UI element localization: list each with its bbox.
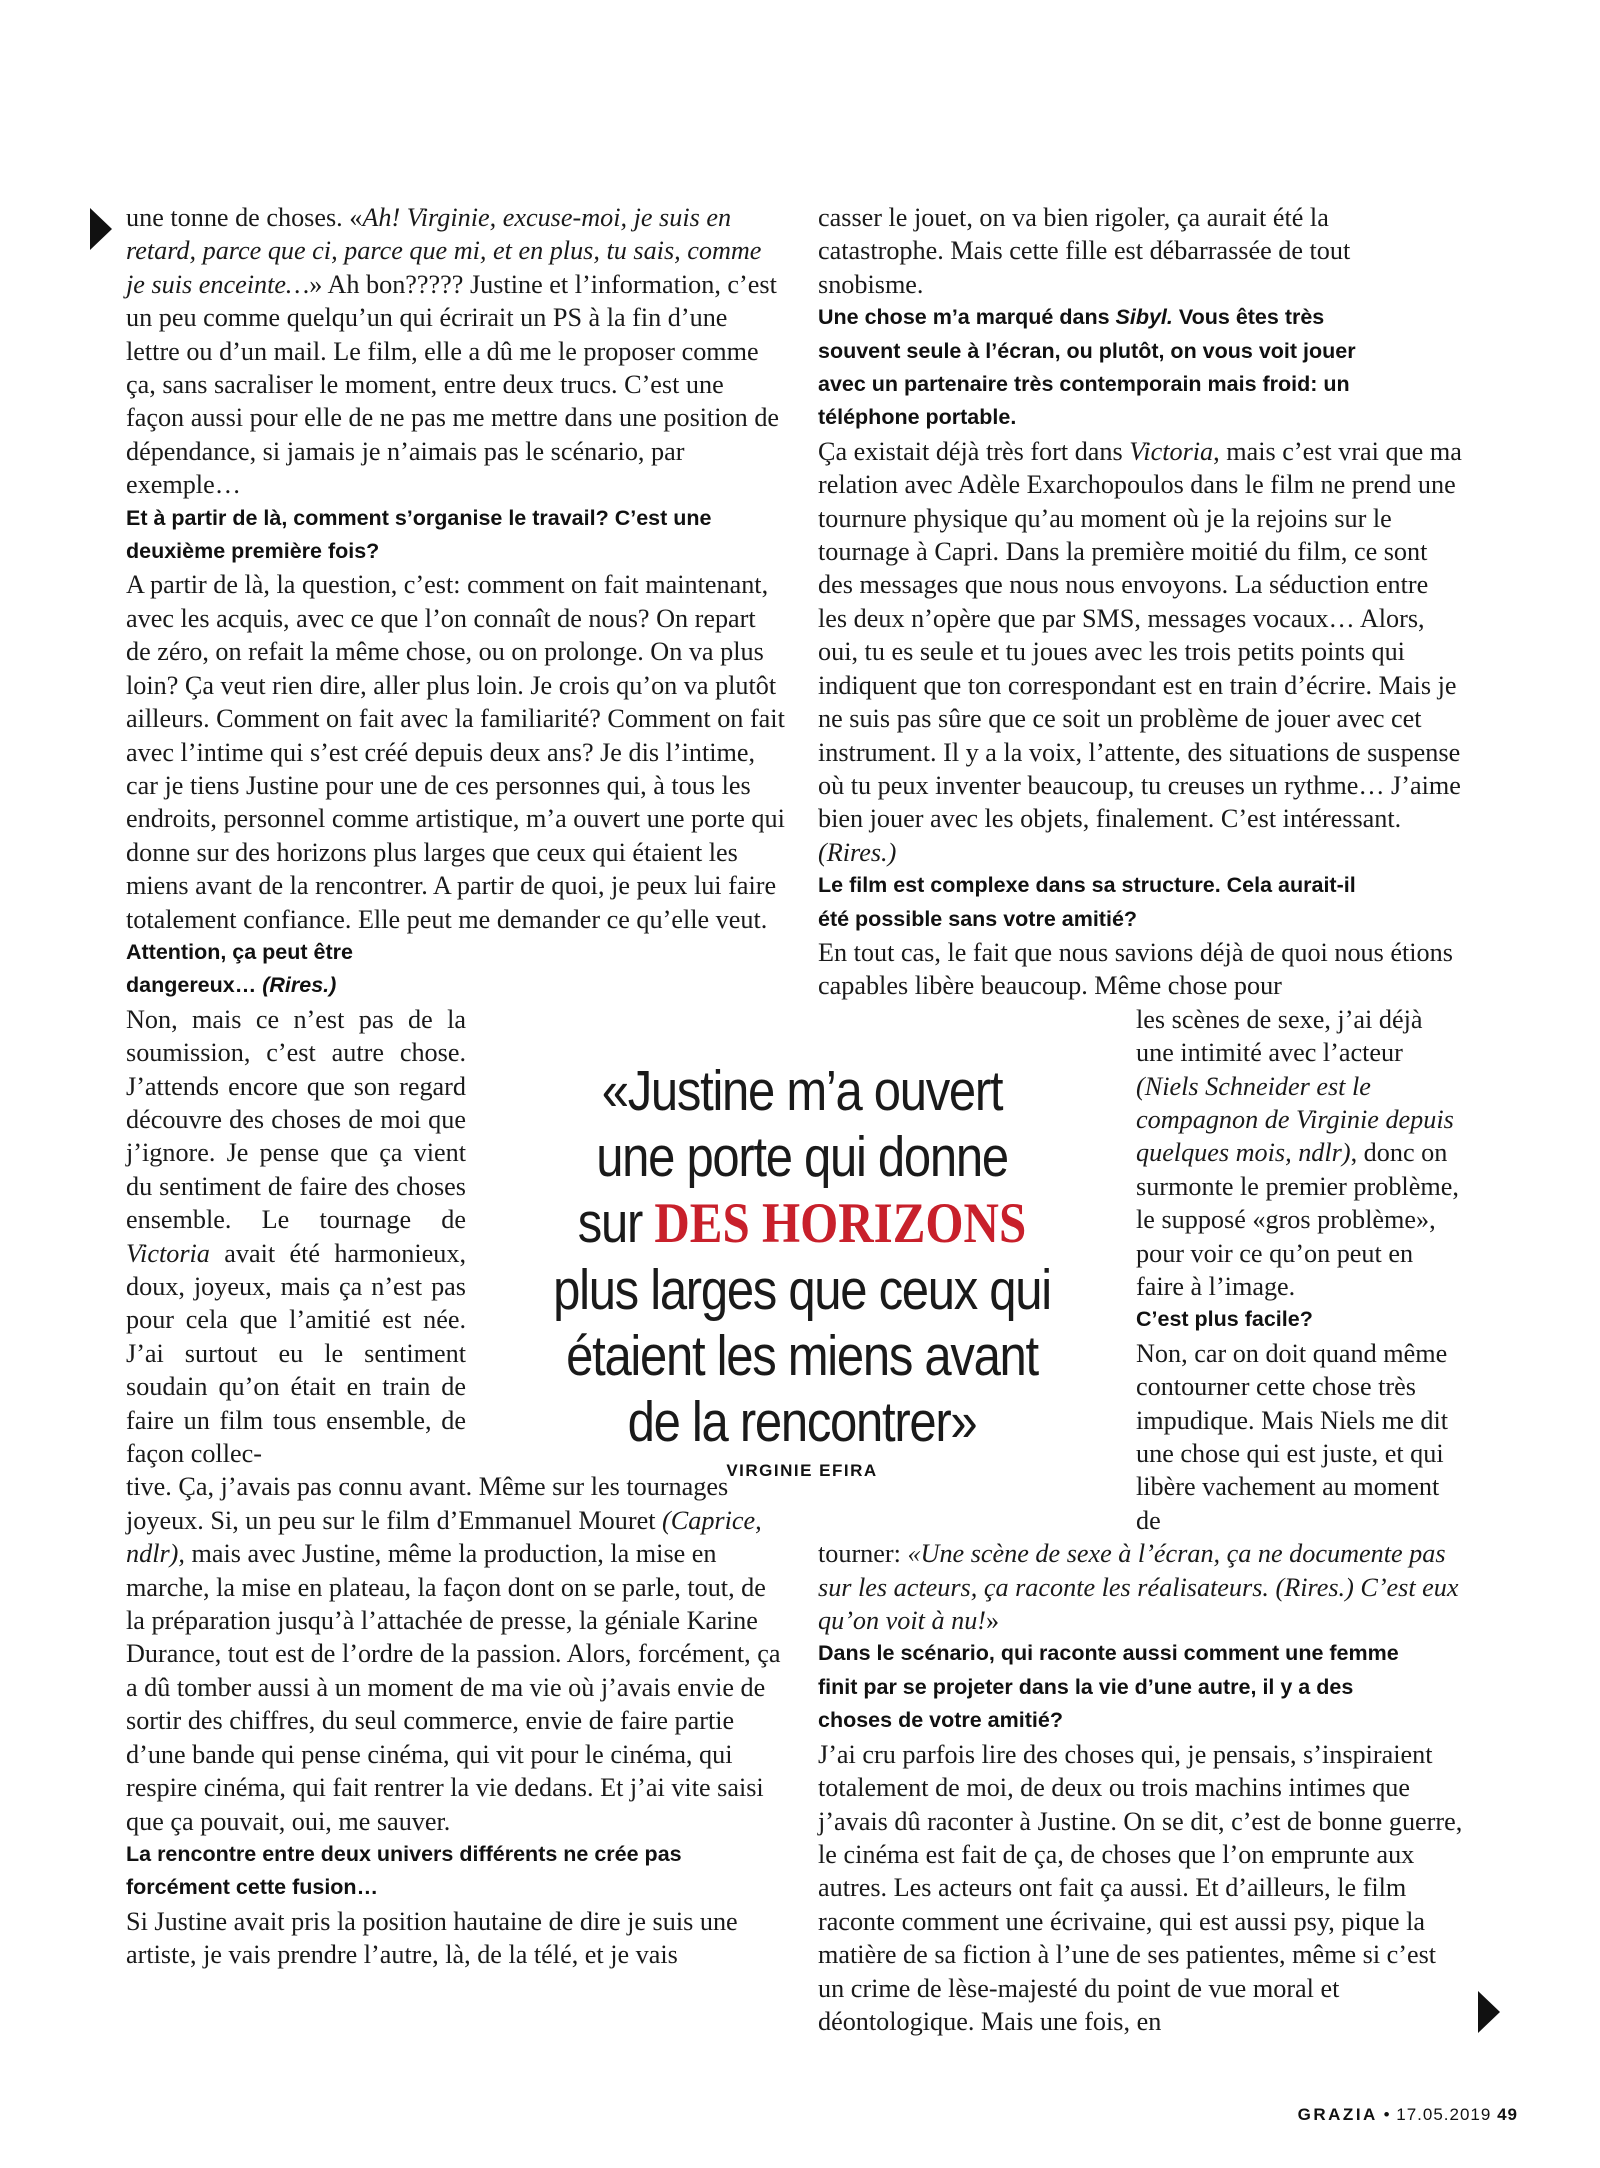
pull-quote-line: une porte qui donne xyxy=(596,1125,1008,1189)
paragraph: tive. Ça, j’avais pas connu avant. Même sur les tournages joyeux. Si, un peu sur le film d’Emmanuel Mouret (Caprice, ndlr), mais avec Justine, même la production, la mise en marche, la mise en plateau, la façon dont on se parle, tout, de la préparation jusqu’à l’attachée de presse, la géniale Karine Durance, tout est de l’ordre de la passion. Alors, forcément, ça a dû tomber aussi à un moment de ma vie où j’avais envie de sortir des chiffres, du seul commerce, envie de faire partie d’une bande qui pense cinéma, qui vit pour le cinéma, qui respire cinéma, qui fait rentrer la vie dedans. Et j’ai vite saisi que ça pouvait, oui, me sauver. xyxy=(126,1472,781,1836)
page-footer xyxy=(1298,2105,1518,2125)
interview-question: Le film est complexe dans sa structure. Cela aurait-il été possible sans votre amitié? xyxy=(818,873,1356,931)
pull-quote-line: de la rencontrer» xyxy=(627,1390,977,1454)
pull-quote-line: «Justine m’a ouvert xyxy=(601,1059,1003,1123)
interview-question: Dans le scénario, qui raconte aussi comment une femme finit par se projeter dans la vie d’une autre, il y a des choses de votre amitié? xyxy=(818,1641,1399,1733)
pull-quote-text: sur xyxy=(577,1191,655,1255)
question-text: Attention, ça peut être xyxy=(126,939,353,964)
pull-quote-line: étaient les miens avant xyxy=(566,1324,1038,1388)
interview-question xyxy=(126,936,426,1003)
pull-quote xyxy=(492,1058,1112,1481)
question-film-title: Sibyl. xyxy=(1115,305,1173,330)
paragraph: A partir de là, la question, c’est: comment on fait maintenant, avec les acquis, avec ce que l’on connaît de nous? On repart de zéro, on refait la même chose, ou on prolonge. On va plus loin? Ça veut rien dire, aller plus loin. Je crois qu’on va plutôt ailleurs. Comment on fait avec la familiarité? Comment on fait avec l’intime qui s’est créé depuis deux ans? Je dis l’intime, car je tiens Justine pour une de ces personnes qui, à tous les endroits, personnel comme artistique, m’a ouvert une porte qui donne sur des horizons plus larges que ceux qui étaient les miens avant de la rencontrer. A partir de quoi, je peux lui faire totalement confiance. Elle peut me demander ce qu’elle veut. xyxy=(126,570,785,934)
pull-quote-attribution: VIRGINIE EFIRA xyxy=(726,1461,878,1480)
next-page-arrow-icon xyxy=(1478,1991,1500,2033)
paragraph: Non, mais ce n’est pas de la soumission, c’est autre chose. J’attends encore que son regard découvre des choses de moi que j’ignore. Je pense que ça vient du sentiment de faire des choses ensemble. Le tournage de Victoria avait été harmonieux, doux, joyeux, mais ça n’est pas pour cela que l’amitié est née. J’ai surtout eu le sentiment soudain qu’on était en train de faire un film tous ensemble, de façon collec- xyxy=(126,1004,466,1469)
question-text: Une chose m’a marqué dans xyxy=(818,305,1110,330)
interview-question: C’est plus facile? xyxy=(1136,1307,1313,1332)
question-text: Vous êtes très souvent seule à l’écran, ou plutôt, on vous voit jouer avec un partenaire très contemporain mais froid: un téléphone portable. xyxy=(818,305,1356,430)
interview-question: Et à partir de là, comment s’organise le travail? C’est une deuxième première fois? xyxy=(126,505,712,564)
paragraph: Si Justine avait pris la position hautaine de dire je suis une artiste, je vais prendre l’autre, là, de la télé, et je vais xyxy=(126,1906,738,1970)
paragraph: Ça existait déjà très fort dans Victoria, mais c’est vrai que ma relation avec Adèle Exarchopoulos dans le film ne prend une tournure physique qu’au moment où je la rejoins sur le tournage à Capri. Dans la première moitié du film, ce sont des messages que nous nous envoyons. La séduction entre les deux n’opère que par SMS, messages vocaux… Alors, oui, tu es seule et tu joues avec les trois petits points qui indiquent que ton correspondant est en train d’écrire. Mais je ne suis pas sûre que ce soit un problème de jouer avec cet instrument. Il y a la voix, l’attente, des situations de suspense où tu peux inventer beaucoup, tu creuses un rythme… J’aime bien jouer avec les objets, finalement. C’est intéressant. (Rires.) xyxy=(818,436,1462,867)
page-number: 49 xyxy=(1497,2105,1518,2124)
paragraph: une tonne de choses. «Ah! Virginie, excuse-moi, je suis en retard, parce que ci, parce que mi, et en plus, tu sais, comme je suis enceinte…» Ah bon????? Justine et l’information, c’est un peu comme quelqu’un qui écrirait un PS à la fin d’une lettre ou d’un mail. Le film, elle a dû me le proposer comme ça, sans sacraliser le moment, entre deux trucs. C’est une façon aussi pour elle de ne pas me mettre dans une position de dépendance, si jamais je n’aimais pas le scénario, par exemple… xyxy=(126,203,780,500)
pull-quote-line: plus larges que ceux qui xyxy=(553,1258,1051,1322)
continue-arrow-icon xyxy=(90,208,112,250)
paragraph: J’ai cru parfois lire des choses qui, je pensais, s’inspiraient totalement de moi, de deux ou trois machins intimes que j’avais dû raconter à Justine. On se dit, c’est de bonne guerre, le cinéma est fait de ça, de choses que l’on emprunte aux autres. Les acteurs ont fait ça aussi. Et d’ailleurs, le film raconte comment une écrivaine, qui est aussi psy, pique la matière de sa fiction à l’une de ses patientes, même si c’est un crime de lèse-majesté du point de vue moral et déontologique. Mais une fois, en xyxy=(818,1739,1463,2036)
separator: • xyxy=(1383,2105,1391,2124)
question-text: dangereux… xyxy=(126,973,257,998)
paragraph: les scènes de sexe, j’ai déjà une intimité avec l’acteur (Niels Schneider est le compagnon de Virginie depuis quelques mois, ndlr), donc on surmonte le premier problème, le supposé «gros problème», pour voir ce qu’on peut en faire à l’image. xyxy=(1136,1004,1459,1301)
pull-quote-line xyxy=(535,1190,1068,1257)
issue-date: 17.05.2019 xyxy=(1396,2105,1492,2124)
question-aside: (Rires.) xyxy=(262,973,337,998)
paragraph: Non, car on doit quand même contourner cette chose très impudique. Mais Niels me dit une chose qui est juste, et qui libère vachement au moment de xyxy=(1136,1338,1449,1535)
paragraph: casser le jouet, on va bien rigoler, ça aurait été la catastrophe. Mais cette fille est débarrassée de tout snobisme. xyxy=(818,203,1351,299)
magazine-name: GRAZIA xyxy=(1297,2105,1378,2124)
pull-quote-highlight: DES HORIZONS xyxy=(654,1192,1027,1255)
interview-question: La rencontre entre deux univers différents ne crée pas forcément cette fusion… xyxy=(126,1841,682,1900)
paragraph: En tout cas, le fait que nous savions déjà de quoi nous étions capables libère beaucoup. Même chose pour xyxy=(818,937,1453,1001)
interview-question xyxy=(818,301,1398,435)
paragraph: tourner: «Une scène de sexe à l’écran, ça ne documente pas sur les acteurs, ça raconte les réalisateurs. (Rires.) C’est eux qu’on voit à nu!» xyxy=(818,1539,1459,1636)
